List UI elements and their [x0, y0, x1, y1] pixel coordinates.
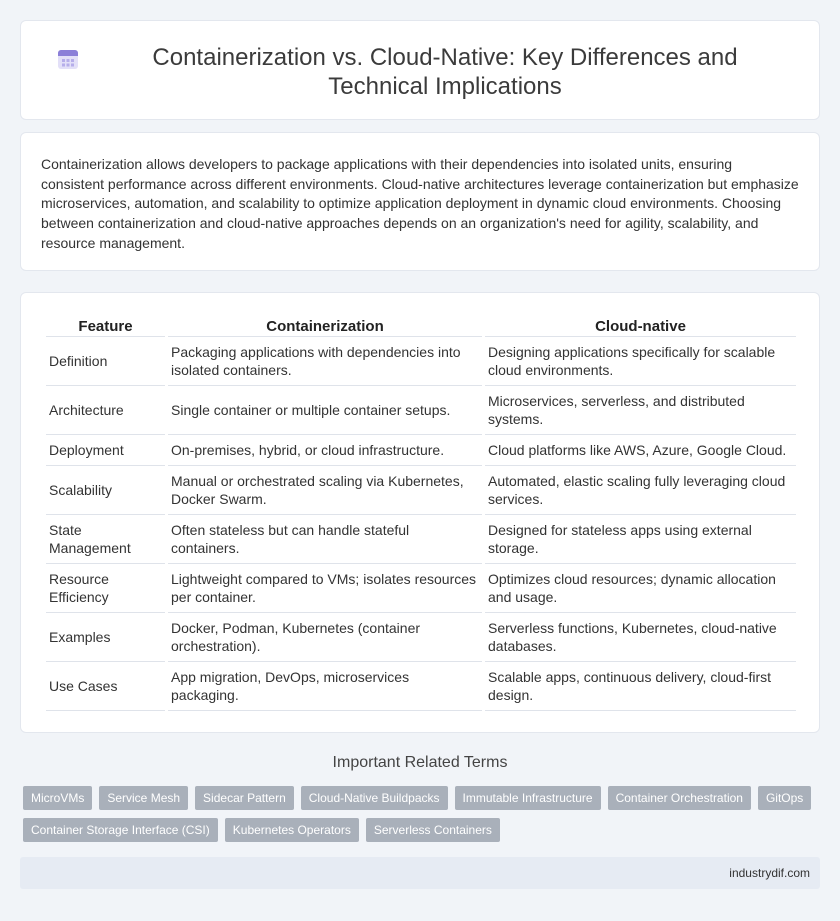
related-term-tag[interactable]: Cloud-Native Buildpacks	[301, 786, 448, 810]
containerization-cell: Manual or orchestrated scaling via Kubernetes, Docker Swarm.	[168, 466, 482, 515]
intro-paragraph: Containerization allows developers to package applications with their dependencies into isolated units, ensuring consistent performance across different environments. Cloud-native architectures leverage containerization but emphasize microservices, automation, and scalability to optimize application deployment in dynamic cloud environments. Choosing between containerization and cloud-native approaches depends on an organization's need for agility, scalability, and resource management.	[41, 156, 799, 251]
feature-cell: Use Cases	[46, 662, 165, 711]
containerization-cell: Docker, Podman, Kubernetes (container orchestration).	[168, 613, 482, 662]
comparison-card	[20, 292, 820, 733]
related-term-tag[interactable]: Container Storage Interface (CSI)	[23, 818, 218, 842]
table-row	[46, 435, 796, 466]
cloud-native-cell: Optimizes cloud resources; dynamic allocation and usage.	[485, 564, 796, 613]
table-row	[46, 564, 796, 613]
containerization-cell: Single container or multiple container setups.	[168, 386, 482, 435]
table-row	[46, 662, 796, 711]
cloud-native-cell: Automated, elastic scaling fully leveraging cloud services.	[485, 466, 796, 515]
related-term-tag[interactable]: GitOps	[758, 786, 811, 810]
feature-cell: Scalability	[46, 466, 165, 515]
table-row	[46, 515, 796, 564]
containerization-cell: Lightweight compared to VMs; isolates resources per container.	[168, 564, 482, 613]
page-title: Containerization vs. Cloud-Native: Key Differences and Technical Implications	[152, 44, 738, 100]
footer	[20, 857, 820, 889]
table-row	[46, 337, 796, 386]
related-terms-list	[23, 786, 823, 842]
cloud-native-cell: Cloud platforms like AWS, Azure, Google Cloud.	[485, 435, 796, 466]
related-term-tag[interactable]: Serverless Containers	[366, 818, 500, 842]
containerization-cell: On-premises, hybrid, or cloud infrastructure.	[168, 435, 482, 466]
header-containerization: Containerization	[168, 315, 482, 337]
containerization-cell: Often stateless but can handle stateful containers.	[168, 515, 482, 564]
comparison-table	[43, 315, 799, 711]
related-term-tag[interactable]: Container Orchestration	[608, 786, 751, 810]
cloud-native-cell: Designed for stateless apps using external storage.	[485, 515, 796, 564]
cloud-native-cell: Microservices, serverless, and distributed systems.	[485, 386, 796, 435]
feature-cell: Definition	[46, 337, 165, 386]
related-term-tag[interactable]: Sidecar Pattern	[195, 786, 294, 810]
cloud-native-cell: Scalable apps, continuous delivery, cloud-first design.	[485, 662, 796, 711]
header-cloud-native: Cloud-native	[485, 315, 796, 337]
cloud-native-cell: Designing applications specifically for scalable cloud environments.	[485, 337, 796, 386]
feature-cell: Architecture	[46, 386, 165, 435]
related-term-tag[interactable]: Service Mesh	[99, 786, 188, 810]
containerization-cell: App migration, DevOps, microservices packaging.	[168, 662, 482, 711]
footer-site-link[interactable]: industrydif.com	[729, 866, 810, 880]
related-term-tag[interactable]: Immutable Infrastructure	[455, 786, 601, 810]
related-term-tag[interactable]: Kubernetes Operators	[225, 818, 359, 842]
table-row	[46, 386, 796, 435]
title-card	[20, 20, 820, 120]
feature-cell: State Management	[46, 515, 165, 564]
feature-cell: Resource Efficiency	[46, 564, 165, 613]
table-row	[46, 466, 796, 515]
intro-card	[20, 132, 820, 271]
cloud-native-cell: Serverless functions, Kubernetes, cloud-native databases.	[485, 613, 796, 662]
table-header-row	[46, 315, 796, 337]
feature-cell: Examples	[46, 613, 165, 662]
feature-cell: Deployment	[46, 435, 165, 466]
related-term-tag[interactable]: MicroVMs	[23, 786, 92, 810]
containerization-cell: Packaging applications with dependencies into isolated containers.	[168, 337, 482, 386]
header-feature: Feature	[46, 315, 165, 337]
related-terms-title: Important Related Terms	[332, 754, 508, 771]
table-row	[46, 613, 796, 662]
